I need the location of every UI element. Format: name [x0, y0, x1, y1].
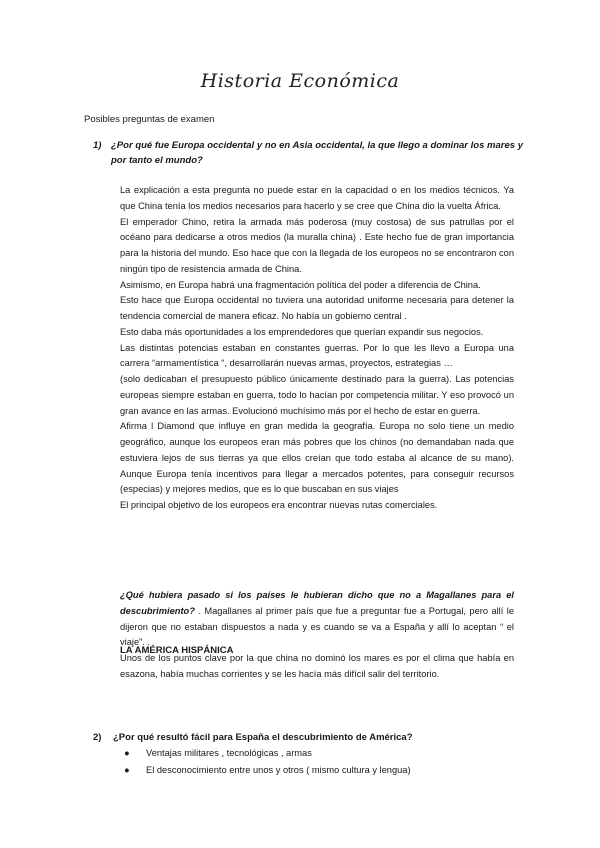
bullet-icon: ● [124, 765, 130, 775]
paragraph: Asimismo, en Europa habrá una fragmentación política del poder a diferencia de China. [120, 279, 481, 290]
question-2 [93, 732, 413, 743]
bullet-list [120, 745, 411, 779]
paragraph [120, 588, 514, 651]
paragraph: La explicación a esta pregunta no puede estar en la capacidad o en los medios técnicos. Ya que China tenía los medios necesarios para hacerlo y se cree que China dio la vuelta África. [120, 185, 514, 211]
subtitle: Posibles preguntas de examen [84, 114, 215, 125]
magallanes-text: . Magallanes al primer país que fue a preguntar fue a Portugal, pero allí le dijeron que no estaban dispuestos a nada y es cuando se va a España y allí lo aceptan “ el viaje”. . [120, 605, 514, 648]
list-item: ● El desconocimiento entre unos y otros ( mismo cultura y lengua) [120, 762, 411, 779]
paragraph: Unos de los puntos clave por la que china no dominó los mares es por el clima que había en esazona, había muchas corrientes y se les hacía más difícil salir del territorio. [120, 653, 514, 679]
answer-1 [120, 183, 514, 514]
paragraph: Esto daba más oportunidades a los emprendedores que querían expandir sus negocios. [120, 326, 484, 337]
question-number: 2) [93, 732, 102, 743]
paragraph: Esto hace que Europa occidental no tuviera una autoridad uniforme necesaria para detener la tendencia comercial de manera eficaz. No había un gobierno central . [120, 295, 514, 321]
magallanes-question: ¿Qué hubiera pasado si los países le hubieran dicho que no a Magallanes para el descubrimiento? [120, 590, 514, 616]
question-number: 1) [93, 140, 102, 151]
bullet-icon: ● [124, 748, 130, 758]
magallanes-block [120, 588, 514, 683]
paragraph: (solo dedicaban el presupuesto público únicamente destinado para la guerra). Las potencias europeas siempre estaban en guerra, todo lo hacían por competencia militar. Y eso provocó un gran avance en las armas. Evolucionó muchísimo más por el hecho de estar en guerra. [120, 374, 514, 416]
question-text: ¿Por qué fue Europa occidental y no en Asia occidental, la que llego a dominar los mares y por tanto el mundo? [111, 140, 523, 166]
list-item: ● Ventajas militares , tecnológicas , armas [120, 745, 411, 762]
section-heading: LA AMÉRICA HISPÁNICA [120, 645, 234, 656]
paragraph: Afirma l Diamond que influye en gran medida la geografía. Europa no solo tiene un medio geográfico, aunque los europeos eran más pobres que los chinos (no demandaban nada que estuviera lejos de sus tierras ya que ellos creían que todo estaba al alcance de su mano). Aunque Europa tenía incentivos para llegar a mercados potentes, para conseguir recursos (especias) y mejores medios, que es lo que buscaban en sus viajes [120, 421, 514, 495]
paragraph: El emperador Chino, retira la armada más poderosa (muy costosa) de sus patrullas por el océano para dedicarse a otros medios (la muralla china) . Este hecho fue de gran importancia para la historia del mundo. Eso hace que con la llegada de los europeos no se encontraron con ningún tipo de resistencia armada de China. [120, 216, 514, 274]
question-text: ¿Por qué resultó fácil para España el descubrimiento de América? [113, 732, 413, 743]
paragraph: El principal objetivo de los europeos era encontrar nuevas rutas comerciales. [120, 500, 438, 510]
paragraph: Las distintas potencias estaban en constantes guerras. Por lo que les llevo a Europa una carrera “armamentística “, desarrollarán nuevas armas, proyectos, estrategias … [120, 342, 514, 369]
question-1 [93, 138, 523, 168]
page-title: Historia Económica [200, 70, 400, 92]
